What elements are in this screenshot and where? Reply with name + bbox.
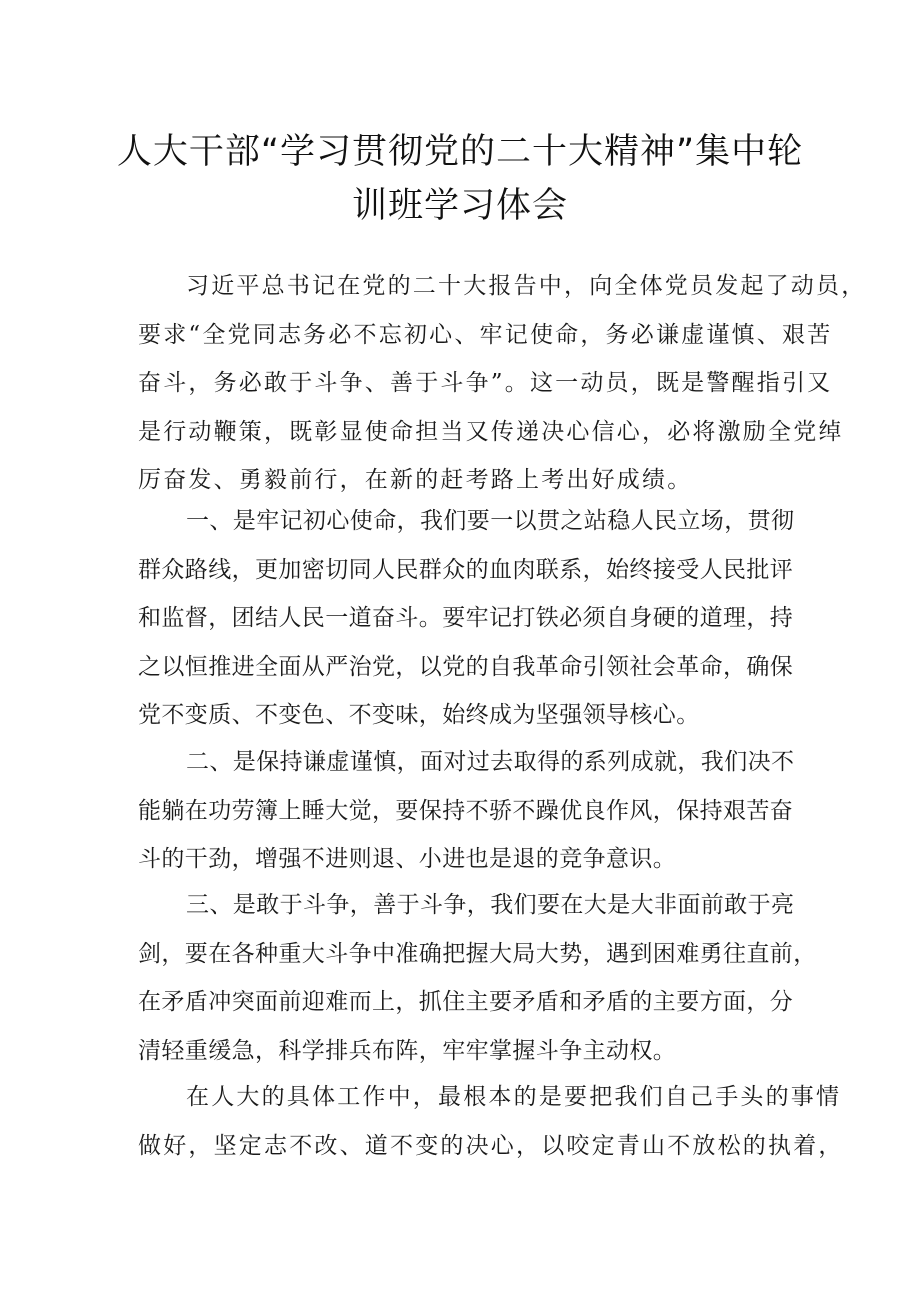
paragraph-line: 要求“全党同志务必不忘初心、牢记使命，务必谦虚谨慎、艰苦 bbox=[138, 321, 833, 348]
paragraph-point-three bbox=[138, 881, 817, 1075]
paragraph-line: 清轻重缓急，科学排兵布阵，牢牢掌握斗争主动权。 bbox=[138, 1037, 677, 1064]
paragraph-line: 群众路线，更加密切同人民群众的血肉联系，始终接受人民批评 bbox=[138, 556, 794, 583]
paragraph-line: 能躺在功劳簿上睡大觉，要保持不骄不躁优良作风，保持艰苦奋 bbox=[138, 797, 794, 824]
paragraph-line: 奋斗，务必敢于斗争、善于斗争”。这一动员，既是警醒指引又 bbox=[138, 370, 833, 396]
paragraph-line: 做好，坚定志不改、道不变的决心，以咬定青山不放松的执着， bbox=[138, 1132, 844, 1159]
paragraph-line: 党不变质、不变色、不变味，始终成为坚强领导核心。 bbox=[138, 702, 700, 728]
paragraph-line: 三、是敢于斗争，善于斗争，我们要在大是大非面前敢于亮 bbox=[186, 892, 795, 918]
paragraph-line: 一、是牢记初心使命，我们要一以贯之站稳人民立场，贯彻 bbox=[186, 508, 795, 534]
paragraph-closing bbox=[138, 1073, 844, 1170]
document-title-line-1: 人大干部“学习贯彻党的二十大精神”集中轮 bbox=[116, 132, 804, 172]
document-title-line-2: 训班学习体会 bbox=[351, 186, 568, 226]
paragraph-line: 和监督，团结人民一道奋斗。要牢记打铁必须自身硬的道理，持 bbox=[138, 605, 794, 631]
paragraph-point-one bbox=[138, 497, 795, 740]
paragraph-line: 剑，要在各种重大斗争中准确把握大局大势，遇到困难勇往直前， bbox=[138, 940, 817, 967]
paragraph-line: 在矛盾冲突面前迎难而上，抓住主要矛盾和矛盾的主要方面，分 bbox=[138, 989, 794, 1015]
paragraph-line: 斗的干劲，增强不进则退、小进也是退的竞争意识。 bbox=[138, 846, 677, 872]
paragraph-line: 是行动鞭策，既彰显使命担当又传递决心信心，必将激励全党绰 bbox=[138, 418, 844, 445]
paragraph-intro bbox=[138, 262, 867, 505]
paragraph-line: 习近平总书记在党的二十大报告中，向全体党员发起了动员， bbox=[186, 273, 867, 299]
paragraph-line: 厉奋发、勇毅前行，在新的赶考路上考出好成绩。 bbox=[138, 467, 693, 493]
paragraph-point-two bbox=[138, 738, 795, 884]
paragraph-line: 二、是保持谦虚谨慎，面对过去取得的系列成就，我们决不 bbox=[186, 749, 795, 775]
paragraph-line: 在人大的具体工作中，最根本的是要把我们自己手头的事情 bbox=[186, 1084, 842, 1110]
paragraph-line: 之以恒推进全面从严治党，以党的自我革命引领社会革命，确保 bbox=[138, 653, 794, 680]
